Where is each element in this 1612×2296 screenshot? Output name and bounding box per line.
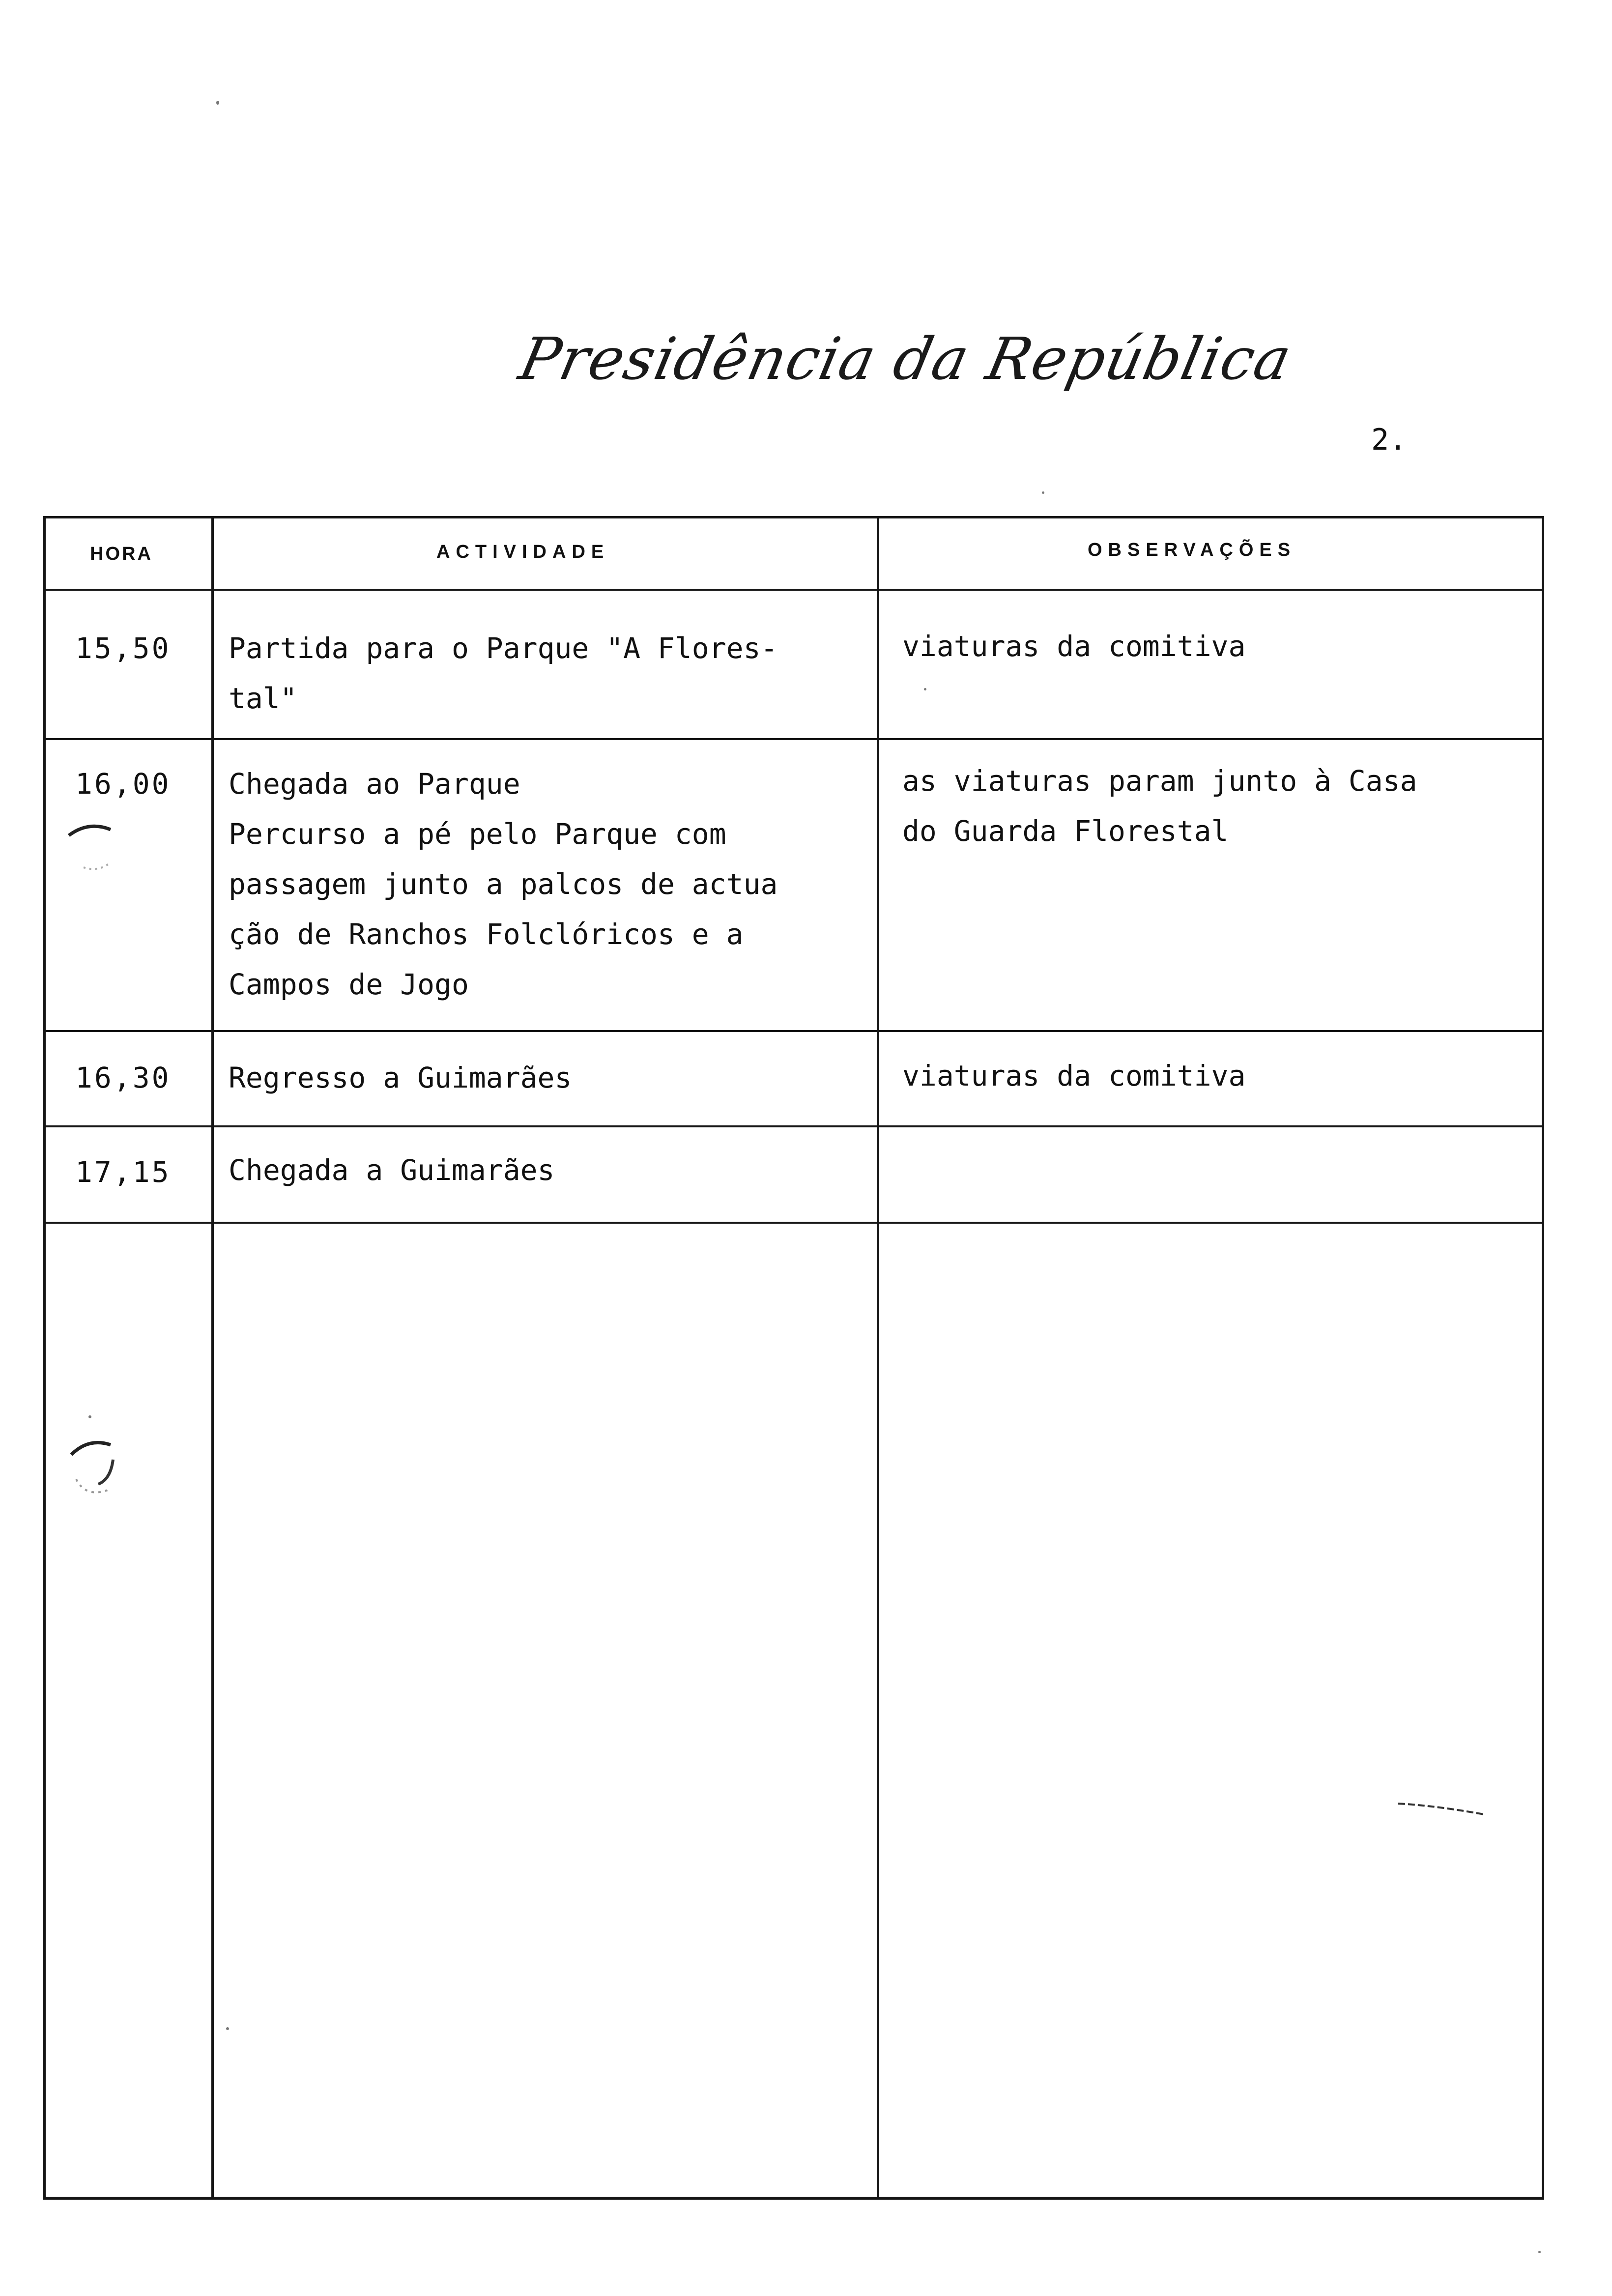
row-divider <box>43 1125 1544 1127</box>
row-divider <box>43 1030 1544 1032</box>
scan-speck <box>1538 2251 1541 2253</box>
column-header-observacoes: OBSERVAÇÕES <box>1088 540 1296 560</box>
table-border-left <box>43 516 46 2200</box>
column-header-hora: HORA <box>90 544 153 564</box>
scan-smudge <box>1396 1799 1489 1818</box>
scan-speck <box>1042 491 1044 494</box>
letterhead: Presidência da República <box>514 325 1298 393</box>
punch-hole-mark <box>64 811 128 890</box>
page-number: 2. <box>1371 423 1407 457</box>
table-row-activity: Chegada ao Parque Percurso a pé pelo Parque com passagem junto a palcos de actua ção de Ranchos Folclóricos e a Campos de Jogo <box>229 767 778 1001</box>
table-row-time: 16,00 <box>75 767 171 801</box>
table-row-activity: Partida para o Parque "A Flores- tal" <box>229 631 778 715</box>
column-divider <box>877 516 879 2200</box>
scan-speck <box>216 101 219 105</box>
scan-speck <box>88 1415 91 1418</box>
table-row-time: 15,50 <box>75 631 171 665</box>
table-row-activity: Chegada a Guimarães <box>229 1153 555 1187</box>
row-divider <box>43 589 1544 591</box>
punch-hole-mark <box>66 1425 130 1514</box>
table-row-observation: as viaturas param junto à Casa do Guarda Florestal <box>902 764 1417 848</box>
table-border-bottom <box>43 2197 1544 2200</box>
table-row-time: 17,15 <box>75 1155 171 1189</box>
column-divider <box>211 516 214 2200</box>
table-row-activity: Regresso a Guimarães <box>229 1061 572 1094</box>
row-divider <box>43 1222 1544 1224</box>
table-row-time: 16,30 <box>75 1061 171 1094</box>
scan-speck <box>924 688 926 690</box>
row-divider <box>43 738 1544 740</box>
scan-speck <box>226 2027 229 2030</box>
column-header-actividade: ACTIVIDADE <box>436 542 610 562</box>
table-row-observation: viaturas da comitiva <box>902 1059 1246 1092</box>
table-row-observation: viaturas da comitiva <box>902 630 1246 663</box>
table-border-right <box>1542 516 1544 2200</box>
schedule-table <box>43 516 1544 2202</box>
table-border-top <box>43 516 1544 518</box>
